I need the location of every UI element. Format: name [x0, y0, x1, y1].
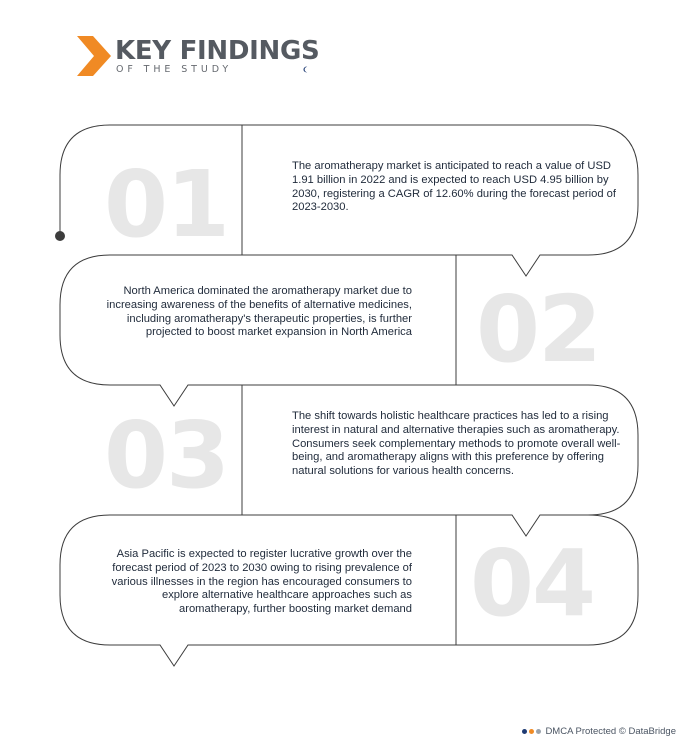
header-subtitle: OF THE STUDY: [116, 64, 233, 75]
start-dot: [55, 231, 65, 241]
finding-text-4: Asia Pacific is expected to register lucrative growth over the forecast period of 2023 to 2030 owing to rising prevalence of various illnesses in the region has encouraged consumers to explore alternative healthcare approaches such as aromatherapy, further boosting market demand: [111, 548, 412, 616]
finding-text-2: North America dominated the aromatherapy market due to increasing awareness of the benefits of alternative medicines, including aromatherapy's therapeutic properties, is further projected to boost market expansion in North America: [106, 285, 412, 339]
dot-orange: [529, 729, 534, 734]
dmca-dots-icon: [522, 729, 541, 734]
dot-navy: [522, 729, 527, 734]
finding-number-4: 04: [470, 530, 595, 637]
finding-number-2: 02: [476, 276, 601, 383]
finding-number-3: 03: [104, 402, 229, 509]
header-title: KEY FINDINGS: [115, 36, 320, 66]
finding-text-3: The shift towards holistic healthcare practices has led to a rising interest in natural and alternative therapies such as aromatherapy. Consumers seek complementary methods to promote overall well-being, and aromatherapy aligns with this preference by offering natural solutions for various health concerns.: [292, 410, 621, 478]
finding-text-1: The aromatherapy market is anticipated to reach a value of USD 1.91 billion in 2022 and is expected to reach USD 4.95 billion by 2030, registering a CAGR of 12.60% during the forecast period of 2023-2030.: [292, 160, 617, 214]
dmca-text: DMCA Protected © DataBridge: [545, 726, 676, 737]
dot-gray: [536, 729, 541, 734]
dmca-footer: [522, 726, 676, 737]
finding-number-1: 01: [104, 151, 229, 258]
